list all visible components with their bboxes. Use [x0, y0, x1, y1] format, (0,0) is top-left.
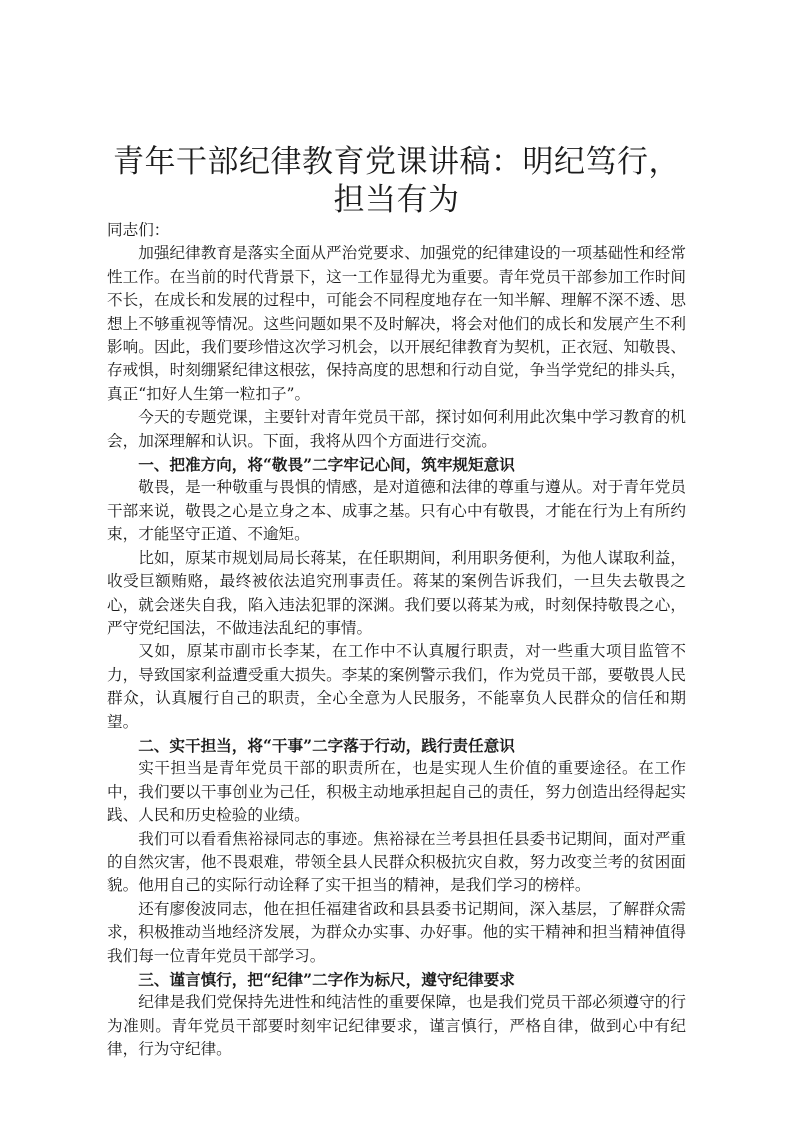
- section-heading: 二、实干担当，将“干事”二字落于行动，践行责任意识: [138, 735, 515, 755]
- paragraph: 实干担当是青年党员干部的职责所在，也是实现人生价值的重要途径。在工作中，我们要以干事创业为己任，积极主动地承担起自己的责任，努力创造出经得起实践、人民和历史检验的业绩。: [107, 759, 686, 825]
- greeting: 同志们：: [107, 221, 170, 239]
- paragraph: 还有廖俊波同志，他在担任福建省政和县县委书记期间，深入基层，了解群众需求，积极推动当地经济发展，为群众办实事、办好事。他的实干精神和担当精神值得我们每一位青年党员干部学习。: [107, 899, 686, 965]
- paragraph: 加强纪律教育是落实全面从严治党要求、加强党的纪律建设的一项基础性和经常性工作。在当前的时代背景下，这一工作显得尤为重要。青年党员干部参加工作时间不长，在成长和发展的过程中，可能会不同程度地存在一知半解、理解不深不透、思想上不够重视等情况。这些问题如果不及时解决，将会对他们的成长和发展产生不利影响。因此，我们要珍惜这次学习机会，以开展纪律教育为契机，正衣冠、知敬畏、存戒惧，时刻绷紧纪律这根弦，保持高度的思想和行动自觉，争当学党纪的排头兵，真正“扣好人生第一粒扣子”。: [107, 244, 686, 403]
- paragraph: 我们可以看看焦裕禄同志的事迹。焦裕禄在兰考县担任县委书记期间，面对严重的自然灾害，他不畏艰难，带领全县人民群众积极抗灾自救，努力改变兰考的贫困面貌。他用自己的实际行动诠释了实干担当的精神，是我们学习的榜样。: [107, 829, 686, 895]
- document-body: [107, 219, 686, 1062]
- paragraph: 敬畏，是一种敬重与畏惧的情感，是对道德和法律的尊重与遵从。对于青年党员干部来说，敬畏之心是立身之本、成事之基。只有心中有敬畏，才能在行为上有所约束，才能坚守正道、不逾矩。: [107, 478, 686, 544]
- section-heading: 一、把准方向，将“敬畏”二字牢记心间，筑牢规矩意识: [138, 455, 515, 475]
- section-heading: 三、谨言慎行，把“纪律”二字作为标尺，遵守纪律要求: [138, 970, 515, 989]
- paragraph: 纪律是我们党保持先进性和纯洁性的重要保障，也是我们党员干部必须遵守的行为准则。青年党员干部要时刻牢记纪律要求，谨言慎行，严格自律，做到心中有纪律，行为守纪律。: [107, 993, 686, 1059]
- document-title: 青年干部纪律教育党课讲稿：明纪笃行，担当有为: [113, 144, 680, 218]
- paragraph: 今天的专题党课，主要针对青年党员干部，探讨如何利用此次集中学习教育的机会，加深理解和认识。下面，我将从四个方面进行交流。: [107, 408, 686, 450]
- paragraph: 比如，原某市规划局局长蒋某，在任职期间，利用职务便利，为他人谋取利益，收受巨额贿赂，最终被依法追究刑事责任。蒋某的案例告诉我们，一旦失去敬畏之心，就会迷失自我，陷入违法犯罪的深渊。我们要以蒋某为戒，时刻保持敬畏之心，严守党纪国法，不做违法乱纪的事情。: [107, 548, 686, 637]
- paragraph: 又如，原某市副市长李某，在工作中不认真履行职责，对一些重大项目监管不力，导致国家利益遭受重大损失。李某的案例警示我们，作为党员干部，要敬畏人民群众，认真履行自己的职责，全心全意为人民服务，不能辜负人民群众的信任和期望。: [107, 642, 686, 731]
